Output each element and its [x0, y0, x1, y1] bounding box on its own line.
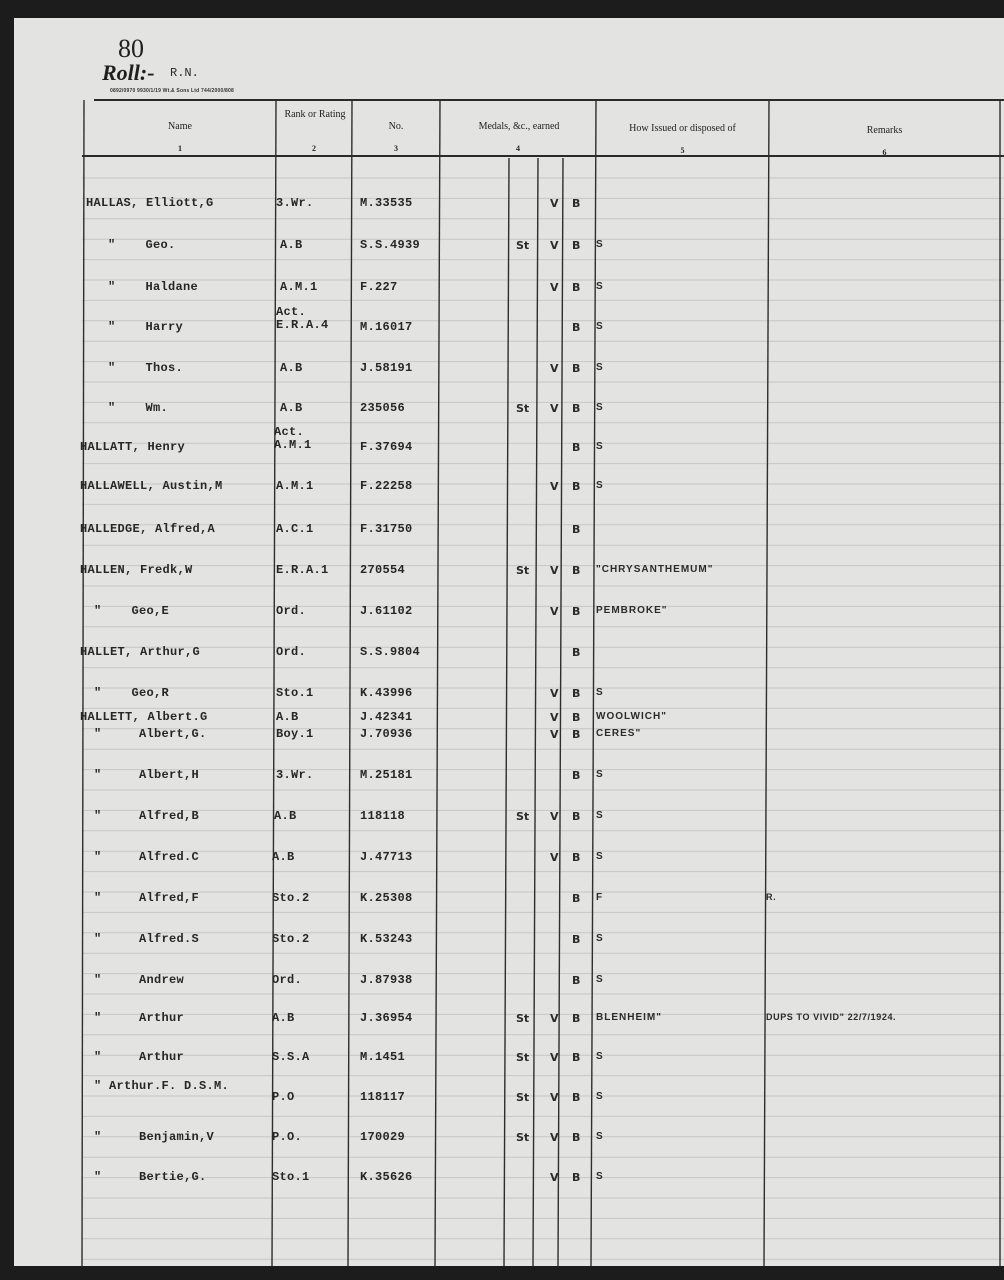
entry-rank: P.O. — [272, 1130, 303, 1144]
medal-star-mark: St — [516, 1051, 530, 1064]
entry-name: HALLAS, Elliott,G — [86, 196, 214, 210]
medal-british-mark: B — [572, 851, 581, 864]
entry-how-issued: S — [596, 687, 604, 698]
entry-service-number: K.53243 — [360, 932, 413, 946]
entry-name: " Thos. — [108, 361, 184, 375]
entry-service-number: 118118 — [360, 809, 406, 823]
entry-rank: Ord. — [276, 604, 307, 618]
entry-service-number: M.25181 — [360, 768, 413, 782]
medal-british-mark: B — [572, 646, 581, 659]
entry-how-issued: S — [596, 1131, 604, 1142]
entry-rank: 3.Wr. — [276, 196, 314, 210]
medal-british-mark: B — [572, 1012, 581, 1025]
entry-how-issued: WOOLWICH" — [596, 711, 667, 722]
entry-rank: Ord. — [272, 973, 303, 987]
entry-service-number: 118117 — [360, 1090, 406, 1104]
col-number-3: 3 — [394, 144, 398, 153]
entry-how-issued: S — [596, 1171, 604, 1182]
entry-how-issued: S — [596, 933, 604, 944]
entry-service-number: F.37694 — [360, 440, 413, 454]
medal-victory-mark: V — [550, 810, 559, 823]
medal-victory-mark: V — [550, 728, 559, 741]
medal-victory-mark: V — [550, 687, 559, 700]
medal-british-mark: B — [572, 605, 581, 618]
entry-how-issued: S — [596, 851, 604, 862]
entry-service-number: M.33535 — [360, 196, 413, 210]
entry-how-issued: S — [596, 441, 604, 452]
entry-rank: Act. E.R.A.4 — [276, 305, 329, 332]
entry-rank: A.B — [272, 850, 295, 864]
entry-rank: Boy.1 — [276, 727, 314, 741]
medal-star-mark: St — [516, 1012, 530, 1025]
entry-name: HALLET, Arthur,G — [80, 645, 201, 659]
entry-how-issued: "CHRYSANTHEMUM" — [596, 564, 714, 575]
entry-service-number: J.42341 — [360, 710, 413, 724]
entry-service-number: S.S.9804 — [360, 645, 421, 659]
entry-service-number: J.36954 — [360, 1011, 413, 1025]
entry-service-number: J.47713 — [360, 850, 413, 864]
medal-victory-mark: V — [550, 564, 559, 577]
col-title-how-issued: How Issued or disposed of — [629, 123, 736, 134]
entry-how-issued: S — [596, 321, 604, 332]
entry-name: " Arthur.F. D.S.M. — [94, 1079, 230, 1093]
entry-name: " Alfred,F — [94, 891, 200, 905]
medal-british-mark: B — [572, 892, 581, 905]
entry-name: " Arthur — [94, 1050, 185, 1064]
medal-victory-mark: V — [550, 1012, 559, 1025]
entry-how-issued: S — [596, 974, 604, 985]
entry-how-issued: S — [596, 281, 604, 292]
entry-rank: A.B — [280, 361, 303, 375]
medal-british-mark: B — [572, 564, 581, 577]
print-code: 0892/0970 9930/1/19 Wt.& Sons Ltd 744/2000/808 — [110, 88, 234, 94]
entry-rank: A.B — [280, 238, 303, 252]
entry-name: HALLEDGE, Alfred,A — [80, 522, 216, 536]
entry-name: " Alfred.C — [94, 850, 200, 864]
medal-star-mark: St — [516, 1131, 530, 1144]
medal-victory-mark: V — [550, 605, 559, 618]
entry-rank: P.O — [272, 1090, 295, 1104]
col-title-remarks: Remarks — [866, 125, 903, 136]
medal-star-mark: St — [516, 810, 530, 823]
entry-service-number: J.70936 — [360, 727, 413, 741]
entry-name: " Geo,E — [94, 604, 170, 618]
entry-name: " Alfred.S — [94, 932, 200, 946]
medal-star-mark: St — [516, 564, 530, 577]
entry-name: " Geo,R — [94, 686, 170, 700]
medal-british-mark: B — [572, 197, 581, 210]
medal-british-mark: B — [572, 480, 581, 493]
entry-name: " Albert,H — [94, 768, 200, 782]
entry-name: HALLEN, Fredk,W — [80, 563, 193, 577]
entry-how-issued: S — [596, 810, 604, 821]
medal-british-mark: B — [572, 1171, 581, 1184]
entry-name: " Arthur — [94, 1011, 185, 1025]
entry-name: " Bertie,G. — [94, 1170, 207, 1184]
medal-victory-mark: V — [550, 362, 559, 375]
entry-name: " Albert,G. — [94, 727, 207, 741]
entry-rank: A.C.1 — [276, 522, 314, 536]
medal-british-mark: B — [572, 687, 581, 700]
entry-how-issued: S — [596, 480, 604, 491]
roll-sheet — [14, 18, 1004, 1266]
medal-victory-mark: V — [550, 1051, 559, 1064]
entry-rank: Sto.2 — [272, 891, 310, 905]
entry-service-number: J.58191 — [360, 361, 413, 375]
medal-british-mark: B — [572, 711, 581, 724]
entry-rank: A.B — [280, 401, 303, 415]
entry-how-issued: S — [596, 402, 604, 413]
medal-british-mark: B — [572, 769, 581, 782]
entry-name: " Harry — [108, 320, 184, 334]
entry-rank: Sto.2 — [272, 932, 310, 946]
col-number-1: 1 — [178, 144, 182, 153]
entry-remarks: R. — [766, 892, 777, 902]
col-title-medals: Medals, &c., earned — [478, 121, 560, 132]
entry-name: HALLATT, Henry — [80, 440, 186, 454]
entry-name: " Andrew — [94, 973, 185, 987]
col-title-rank: Rank or Rating — [284, 109, 346, 120]
medal-victory-mark: V — [550, 711, 559, 724]
medal-victory-mark: V — [550, 281, 559, 294]
medal-victory-mark: V — [550, 1131, 559, 1144]
entry-rank: A.B — [276, 710, 299, 724]
medal-british-mark: B — [572, 441, 581, 454]
entry-service-number: S.S.4939 — [360, 238, 421, 252]
entry-rank: Sto.1 — [272, 1170, 310, 1184]
col-number-4: 4 — [516, 144, 520, 153]
entry-how-issued: PEMBROKE" — [596, 605, 668, 616]
medal-british-mark: B — [572, 1091, 581, 1104]
entry-rank: Act. A.M.1 — [274, 425, 312, 452]
medal-victory-mark: V — [550, 851, 559, 864]
entry-rank: S.S.A — [272, 1050, 310, 1064]
col-number-5: 5 — [680, 146, 685, 155]
medal-british-mark: B — [572, 810, 581, 823]
entry-service-number: J.61102 — [360, 604, 413, 618]
roll-value: R.N. — [170, 66, 199, 80]
entry-name: " Wm. — [108, 401, 169, 415]
col-number-2: 2 — [312, 144, 316, 153]
entry-rank: A.M.1 — [280, 280, 318, 294]
entry-how-issued: S — [596, 1091, 604, 1102]
entry-remarks: DUPS TO VIVID" 22/7/1924. — [766, 1012, 897, 1022]
entry-how-issued: CERES" — [596, 728, 642, 739]
col-title-name: Name — [168, 121, 192, 132]
medal-british-mark: B — [572, 728, 581, 741]
entry-rank: A.M.1 — [276, 479, 314, 493]
entry-rank: A.B — [272, 1011, 295, 1025]
entry-service-number: 170029 — [360, 1130, 406, 1144]
entry-name: HALLETT, Albert.G — [80, 710, 208, 724]
entry-rank: Ord. — [276, 645, 307, 659]
medal-victory-mark: V — [550, 1171, 559, 1184]
entry-service-number: M.16017 — [360, 320, 413, 334]
entry-service-number: F.22258 — [360, 479, 413, 493]
entry-rank: Sto.1 — [276, 686, 314, 700]
medal-british-mark: B — [572, 402, 581, 415]
medal-star-mark: St — [516, 1091, 530, 1104]
medal-british-mark: B — [572, 974, 581, 987]
entry-how-issued: S — [596, 362, 604, 373]
medal-british-mark: B — [572, 239, 581, 252]
entry-name: " Geo. — [108, 238, 176, 252]
medal-star-mark: St — [516, 239, 530, 252]
roll-label: Roll:- — [102, 60, 155, 85]
medal-british-mark: B — [572, 281, 581, 294]
entry-service-number: K.43996 — [360, 686, 413, 700]
col-title-number: No. — [388, 121, 404, 132]
medal-victory-mark: V — [550, 480, 559, 493]
entry-service-number: K.25308 — [360, 891, 413, 905]
entry-service-number: F.31750 — [360, 522, 413, 536]
entry-how-issued: S — [596, 239, 604, 250]
entry-name: " Alfred,B — [94, 809, 200, 823]
entry-rank: E.R.A.1 — [276, 563, 329, 577]
entry-how-issued: BLENHEIM" — [596, 1012, 662, 1023]
medal-british-mark: B — [572, 362, 581, 375]
entry-name: HALLAWELL, Austin,M — [80, 479, 223, 493]
col-number-6: 6 — [882, 148, 887, 157]
entry-name: " Benjamin,V — [94, 1130, 215, 1144]
medal-british-mark: B — [572, 321, 581, 334]
medal-victory-mark: V — [550, 402, 559, 415]
entry-service-number: F.227 — [360, 280, 398, 294]
entry-service-number: 235056 — [360, 401, 406, 415]
entry-service-number: 270554 — [360, 563, 406, 577]
entry-name: " Haldane — [108, 280, 199, 294]
medal-star-mark: St — [516, 402, 530, 415]
entry-rank: 3.Wr. — [276, 768, 314, 782]
entry-how-issued: S — [596, 1051, 604, 1062]
medal-british-mark: B — [572, 1131, 581, 1144]
medal-victory-mark: V — [550, 239, 559, 252]
entry-how-issued: F — [596, 892, 604, 903]
medal-british-mark: B — [572, 523, 581, 536]
entry-how-issued: S — [596, 769, 604, 780]
entry-service-number: M.1451 — [360, 1050, 406, 1064]
medal-victory-mark: V — [550, 197, 559, 210]
entry-service-number: K.35626 — [360, 1170, 413, 1184]
entry-rank: A.B — [274, 809, 297, 823]
medal-victory-mark: V — [550, 1091, 559, 1104]
page-number: 80 — [118, 34, 144, 63]
medal-british-mark: B — [572, 933, 581, 946]
entry-service-number: J.87938 — [360, 973, 413, 987]
medal-british-mark: B — [572, 1051, 581, 1064]
